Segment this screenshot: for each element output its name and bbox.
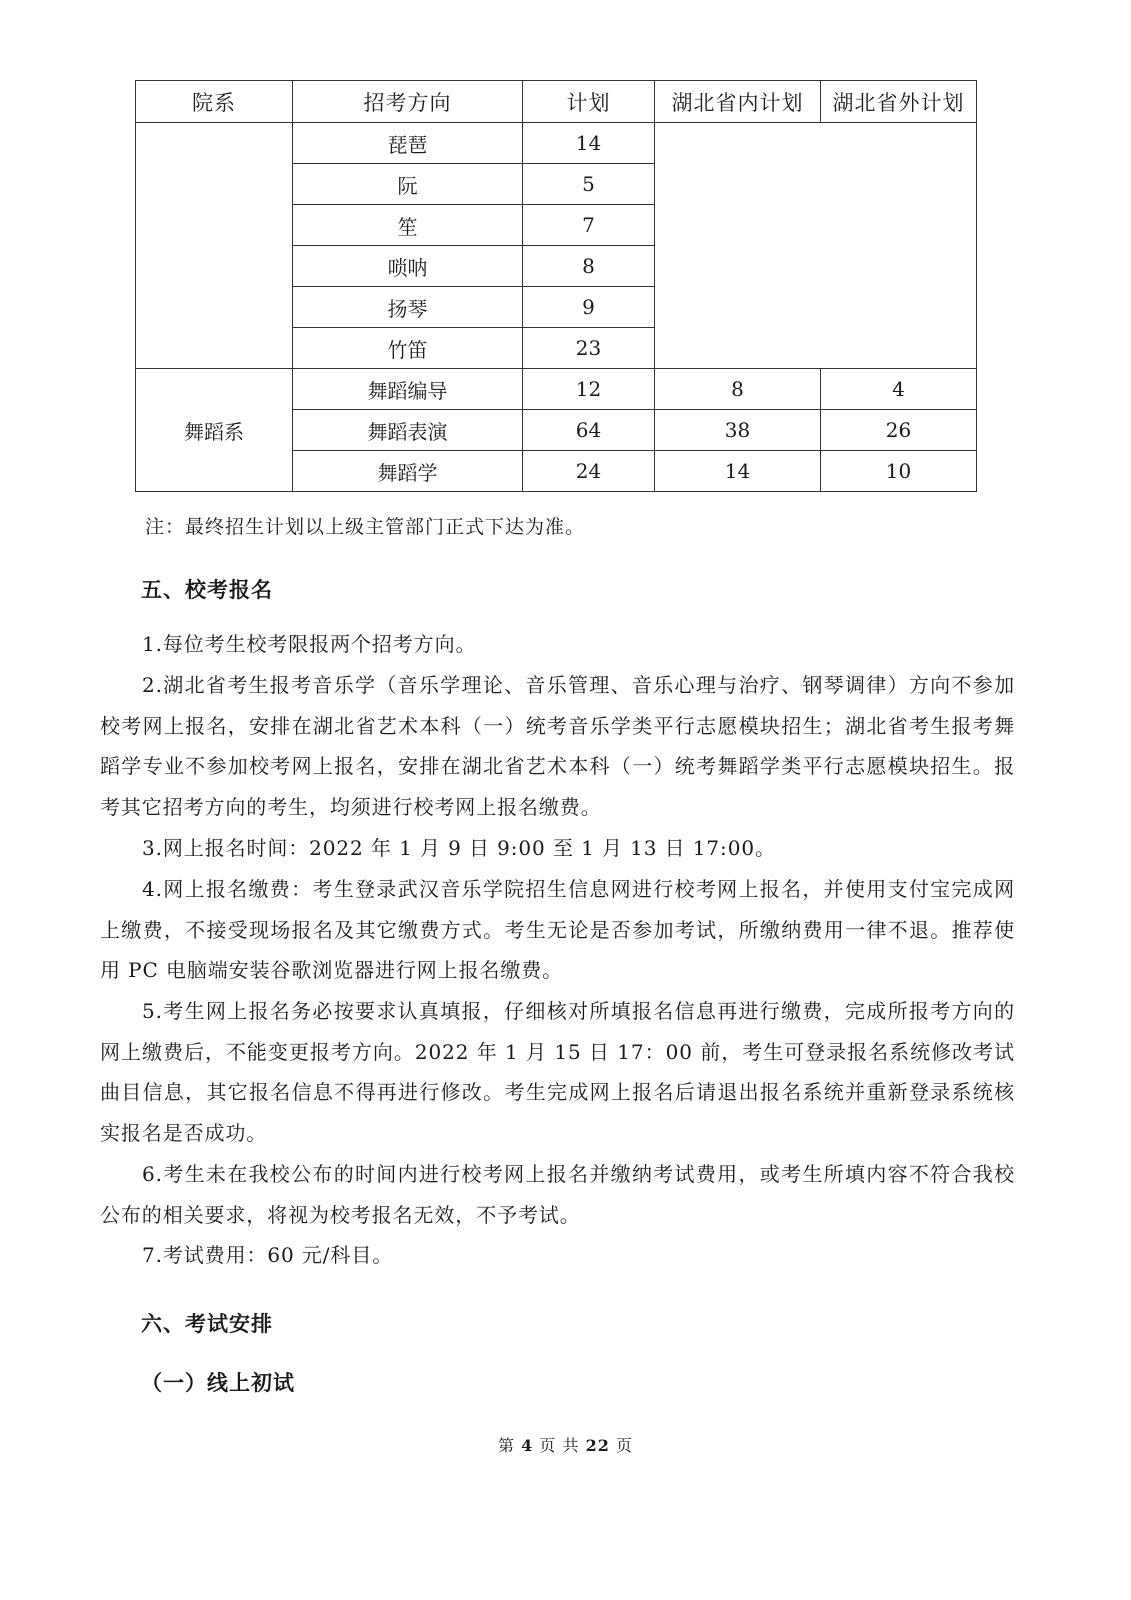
table-row [136,369,977,410]
out-province-cell: 26 [821,410,977,451]
plan-cell: 8 [523,246,655,287]
enrollment-plan-table [135,80,977,492]
in-province-cell: 14 [655,451,821,492]
section-6-heading: 六、考试安排 [141,1312,273,1336]
section-5-item-5: 5.考生网上报名务必按要求认真填报，仔细核对所填报名信息再进行缴费，完成所报考方向的网上缴费后，不能变更报考方向。2022 年 1 月 15 日 17：00 前，考生可登录报名系统修改考试曲目信息，其它报名信息不得再进行修改。考生完成网上报名后请退出报名系统并重新登录系统核实报名是否成功。 [100,999,1015,1145]
footer-middle: 页 共 [539,1436,580,1455]
department-cell [136,123,293,369]
header-department: 院系 [136,81,293,123]
header-plan: 计划 [523,81,655,123]
plan-cell: 9 [523,287,655,328]
in-province-cell: 8 [655,369,821,410]
direction-cell: 竹笛 [293,328,523,369]
page-footer [0,1433,1131,1456]
section-5-heading: 五、校考报名 [141,578,273,602]
footer-prefix: 第 [498,1436,516,1455]
plan-cell: 5 [523,164,655,205]
header-in-province: 湖北省内计划 [655,81,821,123]
plan-cell: 7 [523,205,655,246]
in-province-cell: 38 [655,410,821,451]
direction-cell: 阮 [293,164,523,205]
section-5-item-6: 6.考生未在我校公布的时间内进行校考网上报名并缴纳考试费用，或考生所填内容不符合我校公布的相关要求，将视为校考报名无效，不予考试。 [100,1162,1015,1227]
header-direction: 招考方向 [293,81,523,123]
section-5-item-3: 3.网上报名时间：2022 年 1 月 9 日 9:00 至 1 月 13 日 17:00。 [142,836,776,860]
direction-cell: 舞蹈学 [293,451,523,492]
merged-empty-cell [655,123,977,369]
plan-cell: 24 [523,451,655,492]
table-row [136,123,977,164]
page-number: 4 [521,1436,534,1455]
section-5-item-7: 7.考试费用：60 元/科目。 [142,1243,394,1267]
out-province-cell: 10 [821,451,977,492]
direction-cell: 舞蹈编导 [293,369,523,410]
department-cell: 舞蹈系 [136,369,293,492]
table-header-row [136,81,977,123]
direction-cell: 琵琶 [293,123,523,164]
direction-cell: 唢呐 [293,246,523,287]
total-pages: 22 [585,1436,610,1455]
table-note: 注：最终招生计划以上级主管部门正式下达为准。 [145,516,586,538]
plan-cell: 12 [523,369,655,410]
direction-cell: 笙 [293,205,523,246]
direction-cell: 舞蹈表演 [293,410,523,451]
plan-cell: 14 [523,123,655,164]
section-5-item-4: 4.网上报名缴费：考生登录武汉音乐学院招生信息网进行校考网上报名，并使用支付宝完成网上缴费，不接受现场报名及其它缴费方式。考生无论是否参加考试，所缴纳费用一律不退。推荐使用 PC 电脑端安装谷歌浏览器进行网上报名缴费。 [100,877,1015,982]
plan-cell: 23 [523,328,655,369]
out-province-cell: 4 [821,369,977,410]
plan-cell: 64 [523,410,655,451]
header-out-province: 湖北省外计划 [821,81,977,123]
section-5-item-2: 2.湖北省考生报考音乐学（音乐学理论、音乐管理、音乐心理与治疗、钢琴调律）方向不参加校考网上报名，安排在湖北省艺术本科（一）统考音乐学类平行志愿模块招生；湖北省考生报考舞蹈学专业不参加校考网上报名，安排在湖北省艺术本科（一）统考舞蹈学类平行志愿模块招生。报考其它招考方向的考生，均须进行校考网上报名缴费。 [100,673,1015,819]
footer-suffix: 页 [615,1436,633,1455]
section-6-subheading: （一）线上初试 [141,1371,295,1395]
direction-cell: 扬琴 [293,287,523,328]
section-5-item-1: 1.每位考生校考限报两个招考方向。 [142,632,477,656]
